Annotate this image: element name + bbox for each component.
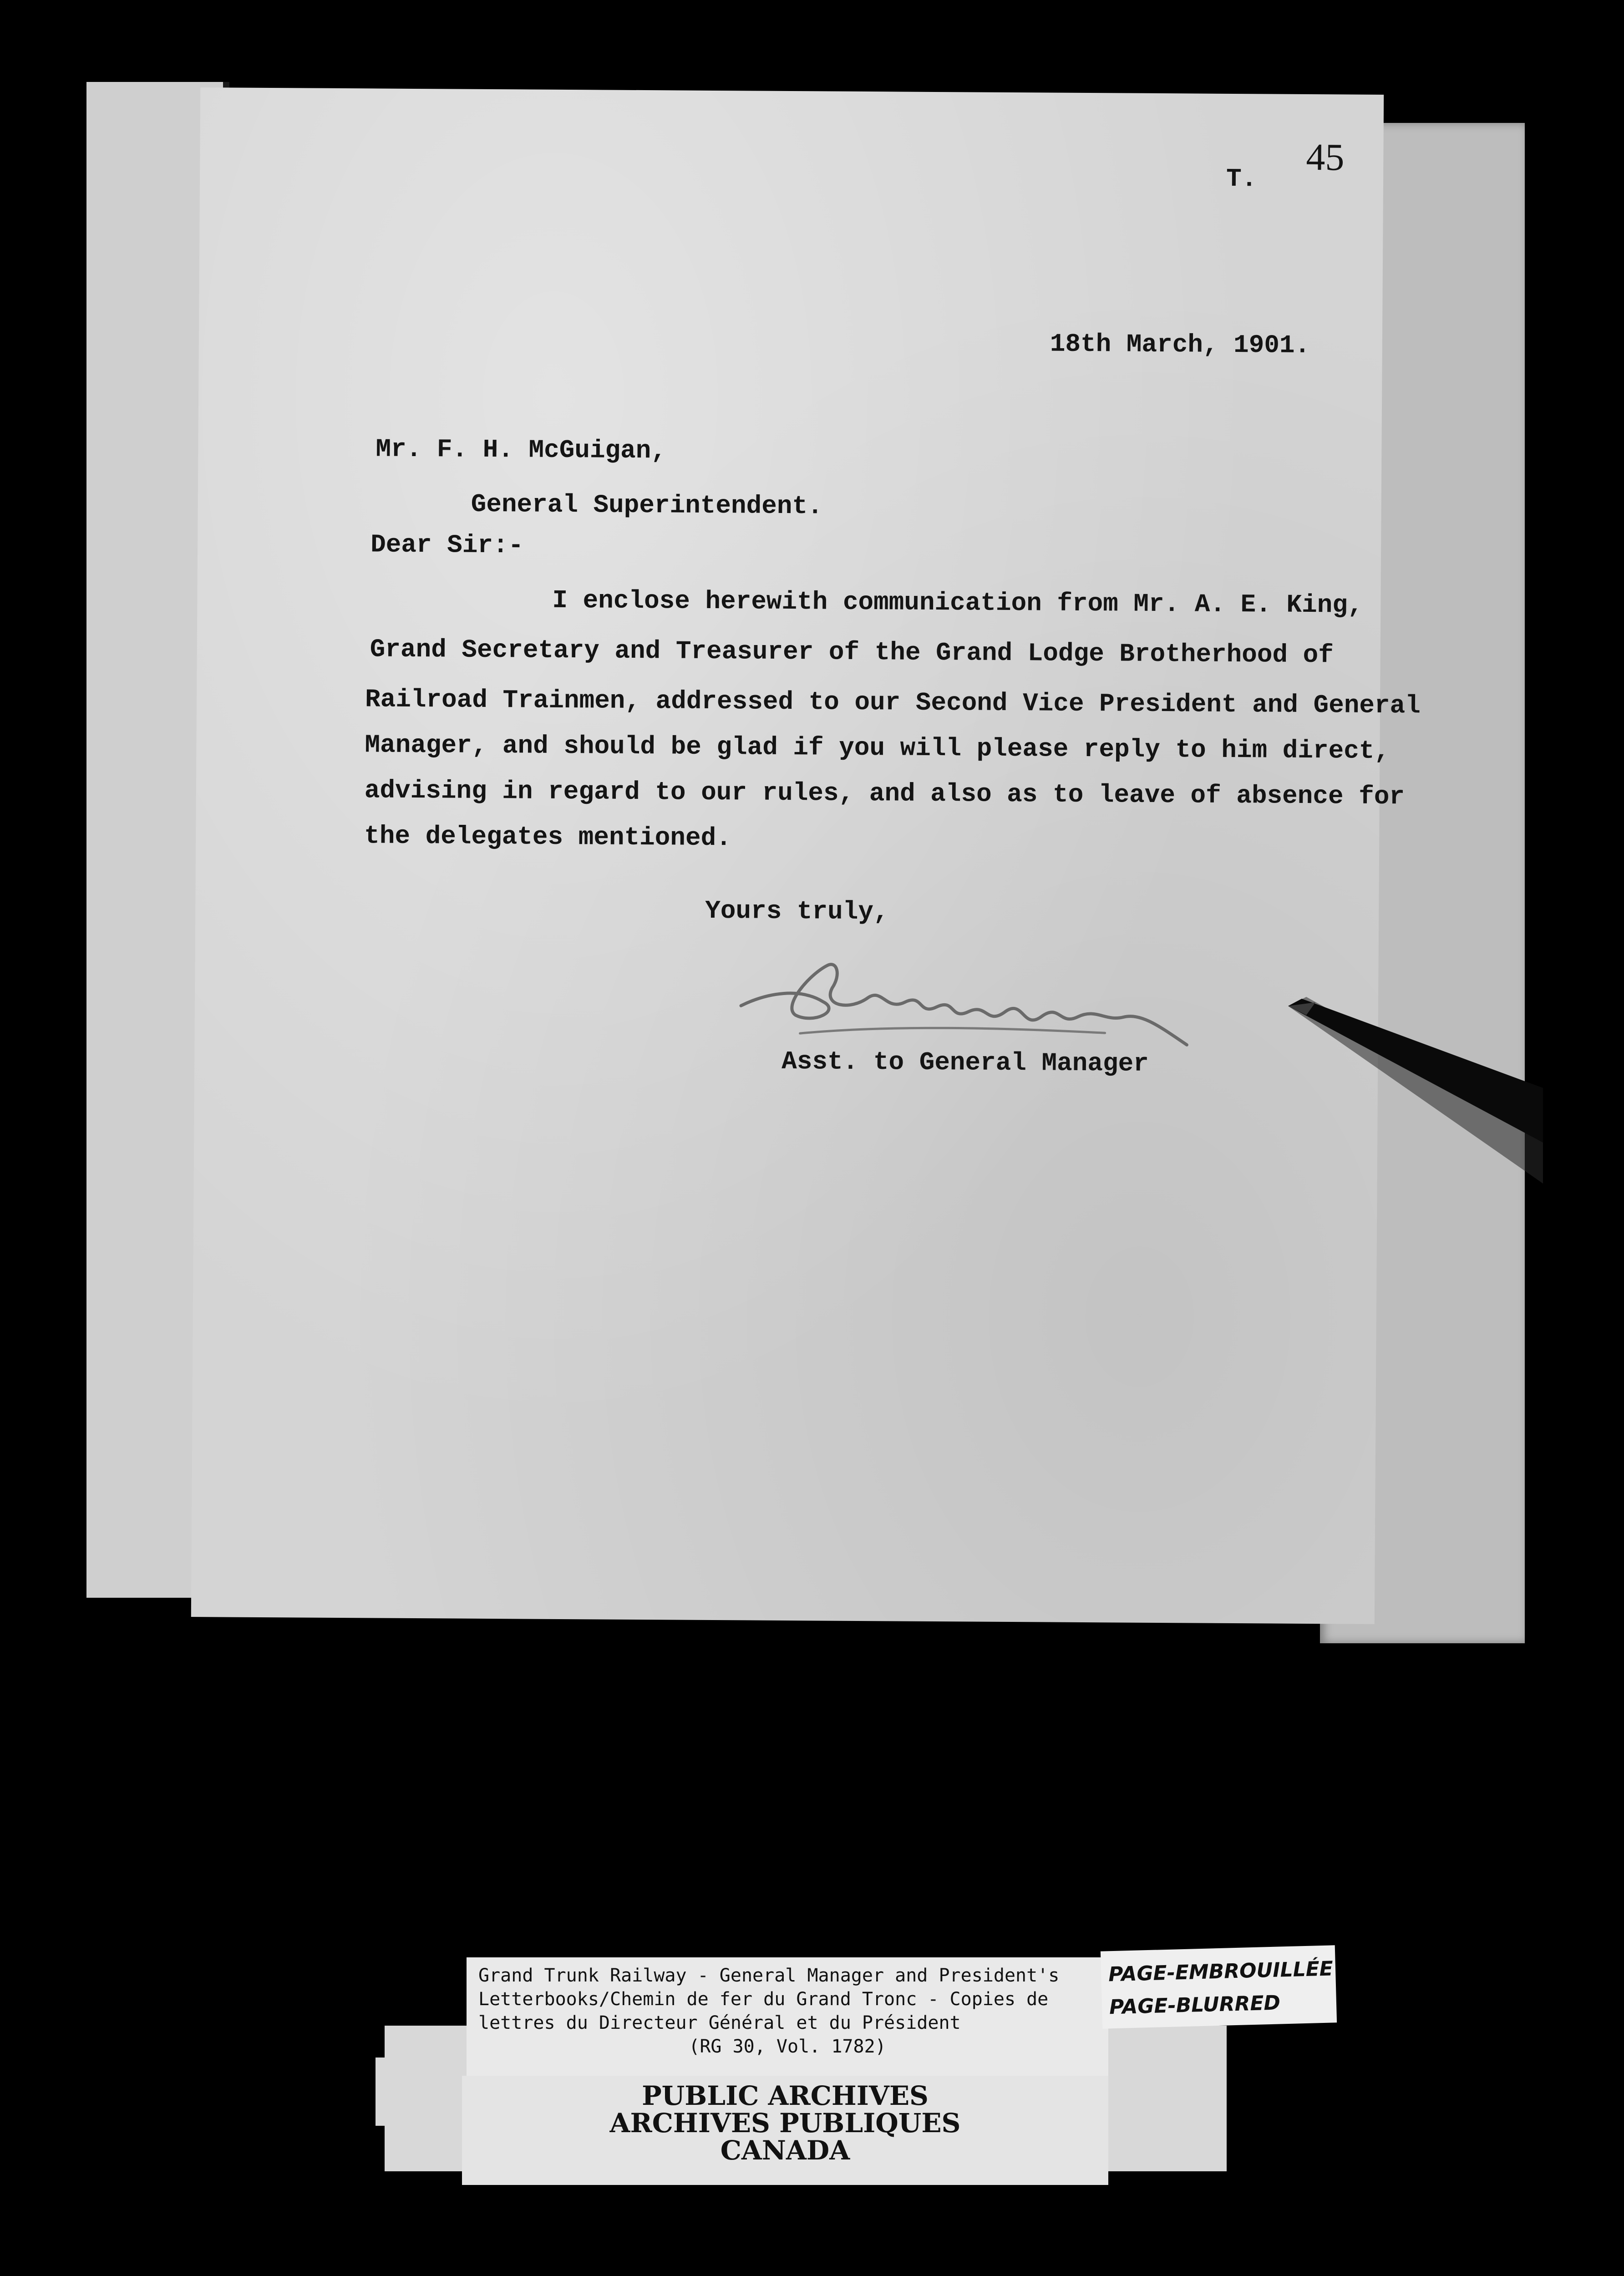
stamp-line: PUBLIC ARCHIVES: [642, 2080, 929, 2111]
page-mark: T.: [1226, 164, 1257, 194]
handwritten-signature: [731, 946, 1210, 1058]
body-line: Manager, and should be glad if you will please reply to him direct,: [365, 730, 1390, 766]
recipient-title: General Superintendent.: [471, 489, 823, 521]
body-line: Grand Secretary and Treasurer of the Grand Lodge Brotherhood of: [370, 635, 1334, 670]
note-line: PAGE-EMBROUILLÉE: [1108, 1957, 1334, 1986]
caption-line: lettres du Directeur Général et du Président: [478, 2012, 961, 2033]
archive-caption-card: [467, 1957, 1108, 2080]
caption-line: Letterbooks/Chemin de fer du Grand Tronc - Copies de: [478, 1989, 1049, 2010]
caption-line: (RG 30, Vol. 1782): [689, 2036, 886, 2057]
body-line: the delegates mentioned.: [364, 821, 731, 853]
closing: Yours truly,: [705, 896, 889, 927]
pen-icon: [1288, 992, 1543, 1265]
letter-page: [191, 87, 1421, 1624]
note-line: PAGE-BLURRED: [1109, 1991, 1281, 2019]
public-archives-stamp: [462, 2076, 1108, 2185]
recipient-name: Mr. F. H. McGuigan,: [376, 434, 667, 466]
signer-title: Asst. to General Manager: [782, 1047, 1149, 1078]
body-line: I enclose herewith communication from Mr. A. E. King,: [552, 585, 1363, 620]
caption-line: Grand Trunk Railway - General Manager and President's: [478, 1965, 1060, 1986]
body-line: advising in regard to our rules, and also as to leave of absence for: [364, 776, 1405, 812]
letter-date: 18th March, 1901.: [1050, 329, 1310, 360]
stamp-tab: [376, 2058, 403, 2126]
handwritten-note-card: [1101, 1945, 1337, 2028]
stamp-line: CANADA: [720, 2135, 850, 2166]
body-line: Railroad Trainmen, addressed to our Second Vice President and General: [365, 685, 1421, 721]
stamp-line: ARCHIVES PUBLIQUES: [609, 2108, 961, 2139]
salutation: Dear Sir:-: [370, 530, 524, 560]
page-number: 45: [1306, 136, 1345, 179]
